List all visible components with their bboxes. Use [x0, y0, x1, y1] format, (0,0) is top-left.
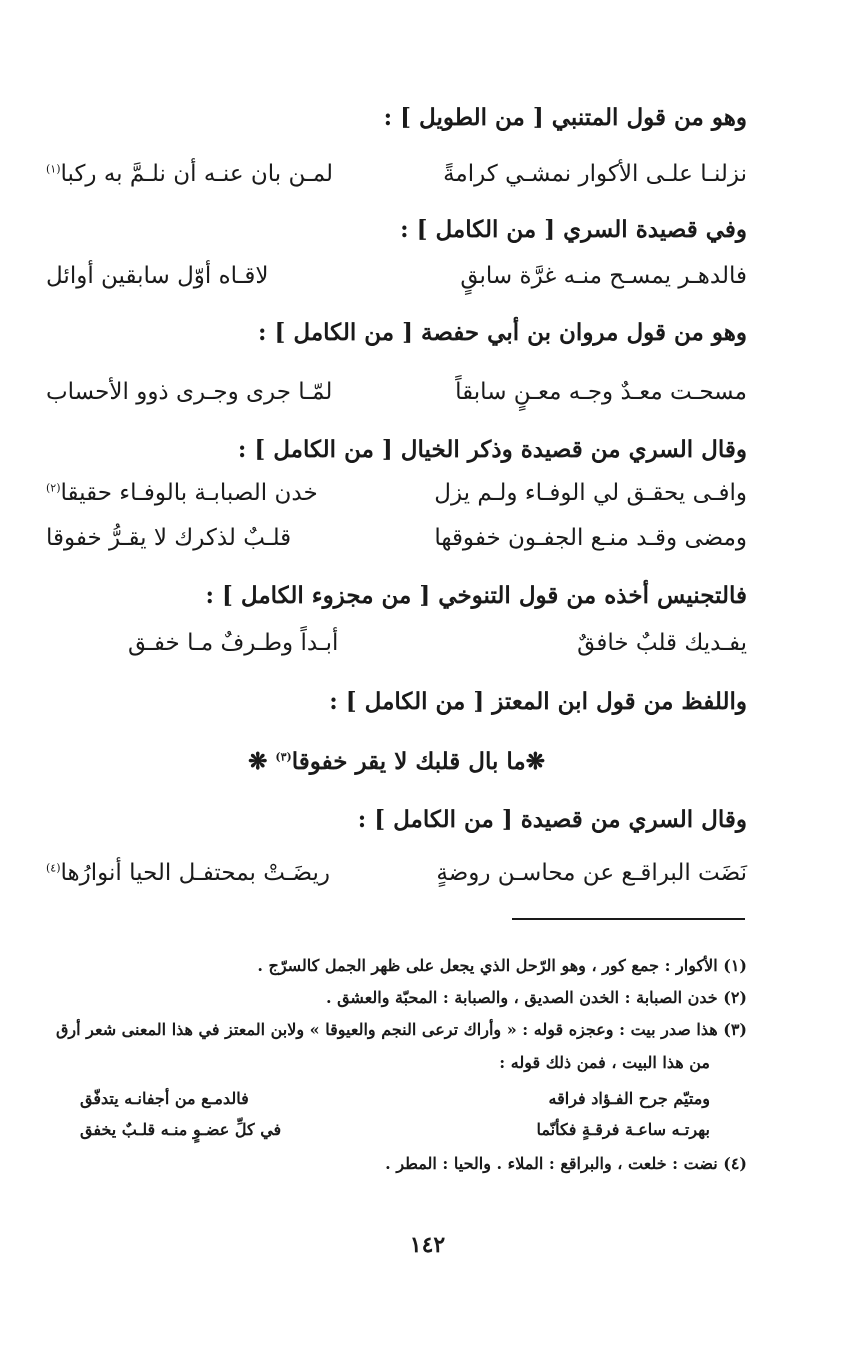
- intro-line: وهو من قول المتنبي [ من الطويل ] :: [383, 104, 747, 131]
- intro-line: فالتجنيس أخذه من قول التنوخي [ من مجزوء الكامل ] :: [205, 582, 747, 609]
- first-hemistich: يفـديك قلبٌ خافقٌ: [577, 630, 747, 656]
- second-hemistich: [46, 860, 330, 886]
- footnote-1: (١) الأكوار : جمع كور ، وهو الرّحل الذي يجعل على ظهر الجمل كالسرّج .: [257, 956, 747, 975]
- first-hemistich: نَضَت البراقـع عن محاسـن روضةٍ: [436, 860, 747, 886]
- first-hemistich: وافـى يحقـق لي الوفـاء ولـم يزل: [434, 480, 747, 506]
- footnote-ref: (٤): [46, 861, 61, 875]
- second-hemistich: في كلِّ عضـوٍ منـه قلـبٌ يخفق: [80, 1120, 282, 1139]
- verse-line: [46, 259, 747, 293]
- intro-line: واللفظ من قول ابن المعتز [ من الكامل ] :: [329, 688, 747, 715]
- intro-line: وفي قصيدة السري [ من الكامل ] :: [400, 216, 747, 243]
- first-hemistich: بهرتـه ساعـة فرقـةٍ فكأنّما: [536, 1120, 710, 1139]
- page-number: ١٤٢: [409, 1232, 446, 1258]
- hemistich-text: ريضَـتْ بمحتفـل الحيا أنوارُها: [60, 860, 331, 886]
- first-hemistich: ومتيّم جرح الفـؤاد فراقه: [548, 1089, 710, 1108]
- footnote-2: (٢) خدن الصبابة : الخدن الصديق ، والصبابة : المحبّة والعشق .: [325, 988, 747, 1007]
- first-hemistich: ومضى وقـد منـع الجفـون خفوقها: [434, 525, 747, 551]
- footnote-separator: [512, 918, 745, 920]
- footnote-verse: [80, 1120, 710, 1139]
- intro-line: وقال السري من قصيدة [ من الكامل ] :: [357, 806, 747, 833]
- verse-line: [46, 476, 747, 510]
- second-hemistich: قلـبٌ لذكرك لا يقـرُّ خفوقا: [46, 525, 292, 551]
- second-hemistich: لمّـا جرى وجـرى ذوو الأحساب: [46, 379, 333, 405]
- first-hemistich: فالدهـر يمسـح منـه غرَّة سابقٍ: [460, 263, 747, 289]
- footnote-3-continuation: من هذا البيت ، فمن ذلك قوله :: [499, 1053, 710, 1072]
- second-hemistich: [46, 480, 318, 506]
- verse-line: [46, 157, 747, 191]
- verse-line: [46, 521, 747, 555]
- second-hemistich: لاقـاه أوّل سابقين أوائل: [46, 263, 269, 289]
- second-hemistich: [46, 161, 333, 187]
- second-hemistich: فالدمـع من أجفانـه يتدفّق: [80, 1089, 249, 1108]
- hemistich-text: خدن الصبابـة بالوفـاء حقيقا: [60, 480, 318, 506]
- footnote-3: (٣) هذا صدر بيت : وعجزه قوله : « وأراك ترعى النجم والعيوقا » ولابن المعتز في هذا المعنى شعر أرق: [55, 1020, 747, 1039]
- hemistich-ornament: ❋: [248, 748, 276, 775]
- intro-line: وقال السري من قصيدة وذكر الخيال [ من الكامل ] :: [237, 436, 747, 463]
- second-hemistich: أبـداً وطـرفٌ مـا خفـق: [128, 630, 339, 656]
- intro-line: وهو من قول مروان بن أبي حفصة [ من الكامل ] :: [258, 319, 747, 346]
- footnote-4: (٤) نضت : خلعت ، والبراقع : الملاء . والحيا : المطر .: [385, 1154, 747, 1173]
- footnote-verse: [80, 1089, 710, 1108]
- first-hemistich: مسحـت معـدٌ وجـه معـنٍ سابقاً: [455, 379, 747, 405]
- footnote-ref: (٢): [46, 481, 61, 495]
- hemistich-text: ❋ما بال قلبك لا يقر خفوقا: [291, 748, 545, 775]
- verse-line: [46, 856, 747, 890]
- first-hemistich: نزلنـا علـى الأكوار نمشـي كرامةً: [443, 161, 747, 187]
- footnote-ref: (١): [46, 162, 61, 176]
- verse-line: [46, 375, 747, 409]
- footnote-ref: (٣): [275, 750, 292, 764]
- hemistich-text: لمـن بان عنـه أن نلـمَّ به ركبا: [60, 161, 334, 187]
- single-hemistich: [248, 748, 545, 775]
